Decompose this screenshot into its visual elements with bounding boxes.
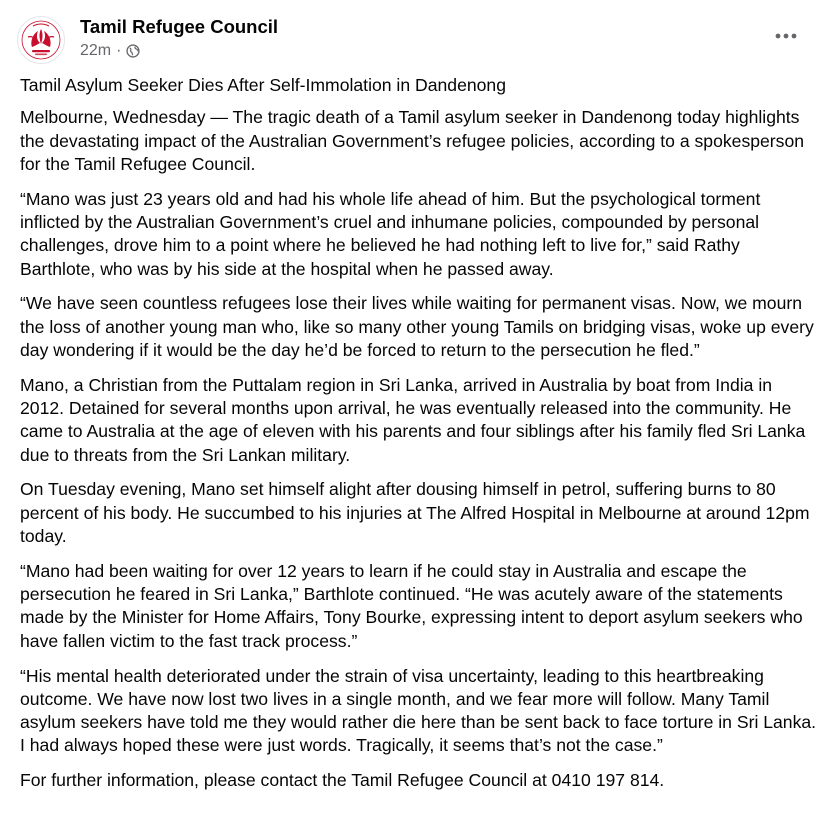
post-paragraph: “His mental health deteriorated under the strain of visa uncertainty, leading to this heartbreaking outcome. We have now lost two lives in a single month, and we fear more will follow. Many Tamil asylum seekers have told me they would rather die here than be sent back to face torture in Sri Lanka. I had always hoped these were just words. Tragically, it seems that’s not the case.” xyxy=(20,665,817,756)
post-paragraph: On Tuesday evening, Mano set himself alight after dousing himself in petrol, suffering burns to 80 percent of his body. He succumbed to his injuries at The Alfred Hospital in Melbourne at around 12pm today. xyxy=(20,479,810,547)
post-paragraph: “Mano had been waiting for over 12 years to learn if he could stay in Australia and escape the persecution he feared in Sri Lanka,” Barthlote continued. “He was acutely aware of the statements made by the Minister for Home Affairs, Tony Bourke, expressing intent to deport asylum seekers who have fallen victim to the fast track process.” xyxy=(20,560,803,651)
globe-icon[interactable] xyxy=(126,44,140,58)
page-name-link[interactable]: Tamil Refugee Council xyxy=(80,16,279,37)
more-options-button[interactable] xyxy=(766,20,806,52)
post-paragraph: Melbourne, Wednesday — The tragic death of a Tamil asylum seeker in Dandenong today highlights the devastating impact of the Australian Government’s refugee policies, according to a spokesperson for the Tamil Refugee Council. xyxy=(20,107,805,174)
tamil-refugee-council-logo-icon xyxy=(18,17,64,63)
post-headline: Tamil Asylum Seeker Dies After Self-Immolation in Dandenong xyxy=(20,75,507,95)
post-meta xyxy=(80,41,140,61)
more-options-icon xyxy=(775,33,797,39)
meta-separator: · xyxy=(116,42,122,59)
post-timestamp[interactable]: 22m xyxy=(80,42,112,59)
post-paragraph: “Mano was just 23 years old and had his whole life ahead of him. But the psychological torment inflicted by the Australian Government’s cruel and inhumane policies, compounded by personal challenges, drove him to a point where he believed he had nothing left to live for,” said Rathy Barthlote, who was by his side at the hospital when he passed away. xyxy=(20,188,761,279)
post-header xyxy=(0,0,828,72)
post-paragraph: Mano, a Christian from the Puttalam region in Sri Lanka, arrived in Australia by boat from India in 2012. Detained for several months upon arrival, he was eventually released into the community. He came to Australia at the age of eleven with his parents and four siblings after his family fled Sri Lanka due to threats from the Sri Lankan military. xyxy=(20,374,806,465)
post-paragraph: “We have seen countless refugees lose their lives while waiting for permanent visas. Now, we mourn the loss of another young man who, like so many other young Tamils on bridging visas, woke up every day wondering if it would be the day he’d be forced to return to the persecution he fled.” xyxy=(20,293,814,360)
post-body xyxy=(20,74,820,804)
post-contact-line: For further information, please contact the Tamil Refugee Council at 0410 197 814. xyxy=(20,770,665,791)
page-avatar[interactable] xyxy=(17,16,65,64)
